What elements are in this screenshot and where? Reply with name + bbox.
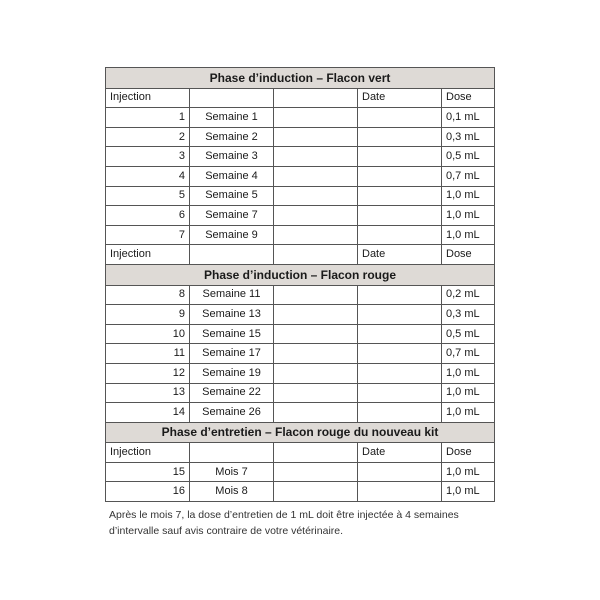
- table-row: [106, 206, 495, 226]
- dose-cell: 1,0 mL: [442, 383, 495, 403]
- injection-number: 3: [106, 147, 190, 167]
- phase-header-row: [106, 68, 495, 89]
- table-row: [106, 186, 495, 206]
- dose-cell: 0,7 mL: [442, 166, 495, 186]
- table-row: [106, 363, 495, 383]
- period-cell: Semaine 3: [190, 147, 274, 167]
- injection-number: 8: [106, 285, 190, 305]
- date-cell[interactable]: [358, 305, 442, 325]
- blank-cell: [274, 225, 358, 245]
- phase-header-row: [106, 264, 495, 285]
- injection-number: 12: [106, 363, 190, 383]
- blank-cell: [274, 305, 358, 325]
- dose-cell: 1,0 mL: [442, 225, 495, 245]
- phase-title: Phase d’induction – Flacon rouge: [106, 264, 495, 285]
- blank-cell: [274, 324, 358, 344]
- injection-schedule-sheet: [105, 67, 494, 550]
- date-cell[interactable]: [358, 383, 442, 403]
- period-cell: Semaine 19: [190, 363, 274, 383]
- date-cell[interactable]: [358, 285, 442, 305]
- dose-column-header: Dose: [442, 245, 495, 265]
- column-header-row: [106, 245, 495, 265]
- date-column-header: Date: [358, 245, 442, 265]
- dose-cell: 0,7 mL: [442, 344, 495, 364]
- period-cell: Semaine 15: [190, 324, 274, 344]
- period-cell: Semaine 22: [190, 383, 274, 403]
- injection-number: 11: [106, 344, 190, 364]
- injection-number: 2: [106, 127, 190, 147]
- period-cell: Semaine 1: [190, 108, 274, 128]
- injection-number: 4: [106, 166, 190, 186]
- period-cell: Mois 7: [190, 462, 274, 482]
- blank-cell: [274, 383, 358, 403]
- injection-number: 6: [106, 206, 190, 226]
- blank-cell: [274, 403, 358, 423]
- injection-number: 5: [106, 186, 190, 206]
- phase-title: Phase d’induction – Flacon vert: [106, 68, 495, 89]
- injection-column-header: Injection: [106, 245, 190, 265]
- dose-cell: 0,5 mL: [442, 147, 495, 167]
- blank-cell: [274, 186, 358, 206]
- period-cell: Semaine 26: [190, 403, 274, 423]
- injection-number: 14: [106, 403, 190, 423]
- table-row: [106, 344, 495, 364]
- dose-cell: 0,3 mL: [442, 127, 495, 147]
- injection-number: 13: [106, 383, 190, 403]
- injection-column-header: Injection: [106, 443, 190, 463]
- dose-column-header: Dose: [442, 88, 495, 108]
- dose-cell: 0,1 mL: [442, 108, 495, 128]
- table-row: [106, 108, 495, 128]
- period-column-header: [190, 245, 274, 265]
- blank-cell: [274, 206, 358, 226]
- date-cell[interactable]: [358, 147, 442, 167]
- dose-cell: 1,0 mL: [442, 403, 495, 423]
- date-cell[interactable]: [358, 462, 442, 482]
- date-cell[interactable]: [358, 363, 442, 383]
- injection-number: 10: [106, 324, 190, 344]
- table-row: [106, 147, 495, 167]
- table-row: [106, 127, 495, 147]
- injection-number: 7: [106, 225, 190, 245]
- dose-cell: 0,5 mL: [442, 324, 495, 344]
- injection-column-header: Injection: [106, 88, 190, 108]
- date-column-header: Date: [358, 88, 442, 108]
- period-cell: Mois 8: [190, 482, 274, 502]
- date-column-header: Date: [358, 443, 442, 463]
- injection-number: 15: [106, 462, 190, 482]
- injection-number: 1: [106, 108, 190, 128]
- table-row: [106, 324, 495, 344]
- blank-cell: [274, 285, 358, 305]
- injection-schedule-table: [105, 67, 495, 502]
- period-cell: Semaine 2: [190, 127, 274, 147]
- dose-cell: 0,2 mL: [442, 285, 495, 305]
- dose-cell: 1,0 mL: [442, 462, 495, 482]
- table-row: [106, 225, 495, 245]
- phase-header-row: [106, 422, 495, 443]
- date-cell[interactable]: [358, 324, 442, 344]
- dose-cell: 0,3 mL: [442, 305, 495, 325]
- dose-cell: 1,0 mL: [442, 482, 495, 502]
- blank-column-header: [274, 245, 358, 265]
- blank-cell: [274, 166, 358, 186]
- dose-column-header: Dose: [442, 443, 495, 463]
- period-cell: Semaine 5: [190, 186, 274, 206]
- period-cell: Semaine 11: [190, 285, 274, 305]
- blank-cell: [274, 344, 358, 364]
- footnote: Après le mois 7, la dose d’entretien de 1 mL doit être injectée à 4 semaines d’intervalle sauf avis contraire de votre vétérinaire.: [109, 509, 459, 537]
- blank-cell: [274, 363, 358, 383]
- injection-number: 16: [106, 482, 190, 502]
- dose-cell: 1,0 mL: [442, 186, 495, 206]
- table-row: [106, 403, 495, 423]
- blank-cell: [274, 462, 358, 482]
- dose-cell: 1,0 mL: [442, 206, 495, 226]
- blank-cell: [274, 482, 358, 502]
- blank-cell: [274, 108, 358, 128]
- period-cell: Semaine 9: [190, 225, 274, 245]
- period-cell: Semaine 7: [190, 206, 274, 226]
- blank-cell: [274, 127, 358, 147]
- period-cell: Semaine 4: [190, 166, 274, 186]
- date-cell[interactable]: [358, 166, 442, 186]
- date-cell[interactable]: [358, 127, 442, 147]
- date-cell[interactable]: [358, 186, 442, 206]
- table-row: [106, 305, 495, 325]
- blank-column-header: [274, 443, 358, 463]
- blank-column-header: [274, 88, 358, 108]
- date-cell[interactable]: [358, 482, 442, 502]
- dose-cell: 1,0 mL: [442, 363, 495, 383]
- table-row: [106, 482, 495, 502]
- table-row: [106, 166, 495, 186]
- table-row: [106, 285, 495, 305]
- period-column-header: [190, 443, 274, 463]
- period-column-header: [190, 88, 274, 108]
- injection-number: 9: [106, 305, 190, 325]
- date-cell[interactable]: [358, 206, 442, 226]
- period-cell: Semaine 13: [190, 305, 274, 325]
- date-cell[interactable]: [358, 344, 442, 364]
- phase-title: Phase d’entretien – Flacon rouge du nouveau kit: [106, 422, 495, 443]
- date-cell[interactable]: [358, 403, 442, 423]
- date-cell[interactable]: [358, 108, 442, 128]
- column-header-row: [106, 443, 495, 463]
- blank-cell: [274, 147, 358, 167]
- table-row: [106, 383, 495, 403]
- period-cell: Semaine 17: [190, 344, 274, 364]
- column-header-row: [106, 88, 495, 108]
- date-cell[interactable]: [358, 225, 442, 245]
- table-row: [106, 462, 495, 482]
